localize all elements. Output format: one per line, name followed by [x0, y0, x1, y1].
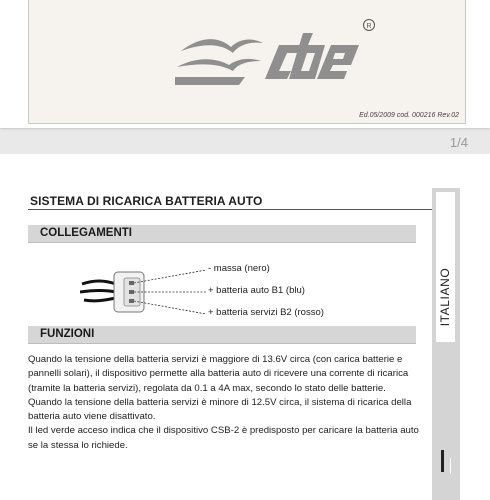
document-page [0, 154, 490, 500]
section-collegamenti [28, 225, 416, 242]
cover-page [0, 0, 490, 128]
logo-bird-wing-lower [177, 59, 261, 71]
leader-b2 [134, 301, 206, 314]
page-roman-numeral-highlight [450, 458, 451, 474]
cover-frame [28, 0, 466, 124]
cbe-logo [175, 17, 377, 87]
section-funzioni-label: FUNZIONI [40, 328, 95, 340]
connector-pin-2 [129, 290, 134, 294]
paragraph: Quando la tensione della batteria servizi è maggiore di 13.6V circa (con carica batterie e pannelli solari), il dispositivo permette alla batteria auto di ricevere una corrente di ricarica (tramite la batteria servizi), regolata da 0.1 a 4A max, secondo lo stato delle batterie. [28, 354, 409, 394]
section-funzioni [28, 326, 416, 343]
connector-pin-3 [129, 299, 134, 303]
language-label-text: ITALIANO [438, 267, 452, 327]
connection-label-b2: + batteria servizi B2 (rosso) [208, 307, 324, 318]
logo-bird-base [175, 77, 245, 85]
connection-label-massa: - massa (nero) [208, 263, 270, 274]
connection-label-b1: + batteria auto B1 (blu) [208, 285, 305, 296]
svg-text:R: R [366, 23, 372, 30]
paragraph: Il led verde acceso indica che il dispositivo CSB-2 è predisposto per caricare la batteria auto se la stessa lo richiede. [28, 425, 419, 451]
paragraph: Quando la tensione della batteria servizi è minore di 12.5V circa, il sistema di ricarica della batteria auto viene disattivato. [28, 396, 412, 423]
logo-bird-wing-upper [181, 39, 263, 53]
cable-middle [80, 291, 116, 293]
language-label [434, 246, 456, 356]
cable-bottom [84, 298, 116, 301]
leader-massa [134, 270, 206, 283]
page-roman-numeral [441, 450, 444, 472]
section-collegamenti-label: COLLEGAMENTI [40, 227, 132, 239]
logo-letter-b [289, 33, 325, 79]
cable-top [82, 281, 116, 284]
document-title: SISTEMA DI RICARICA BATTERIA AUTO [30, 194, 263, 208]
funzioni-text [28, 353, 426, 453]
page-indicator: 1/4 [449, 135, 468, 150]
title-divider [28, 209, 432, 210]
edition-code: Ed.05/2009 cod. 000216 Rev.02 [359, 112, 459, 119]
connector-diagram [80, 262, 212, 328]
language-tab [432, 188, 460, 500]
connector-pin-1 [129, 281, 134, 285]
